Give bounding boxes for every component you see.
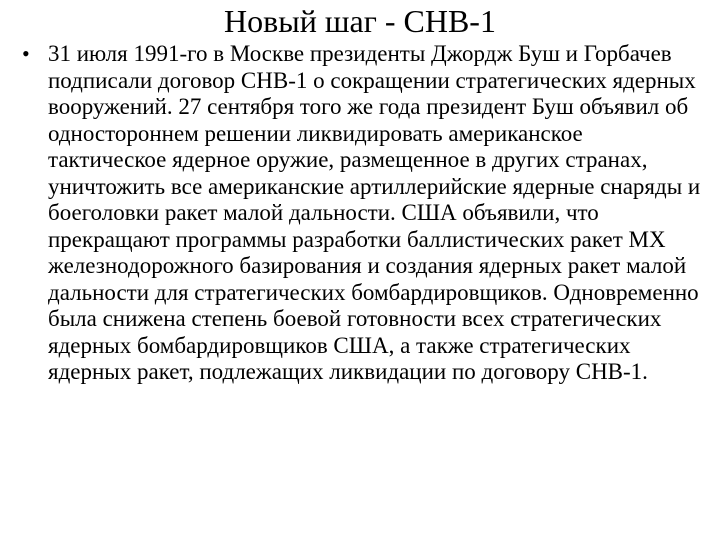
bullet-text: 31 июля 1991-го в Москве президенты Джордж Буш и Горбачев подписали договор СНВ-1 о сокращении стратегических ядерных вооружений. 27 сентября того же года президент Буш объявил об одностороннем решении ликвидировать американское тактическое ядерное оружие, размещенное в других странах, уничтожить все американские артиллерийские ядерные снаряды и боеголовки ракет малой дальности. США объявили, что прекращают программы разработки баллистических ракет МХ железнодорожного базирования и создания ядерных ракет малой дальности для стратегических бомбардировщиков. Одновременно была снижена степень боевой готовности всех стратегических ядерных бомбардировщиков США, а также стратегических ядерных ракет, подлежащих ликвидации по договору СНВ-1. bbox=[48, 41, 701, 384]
slide-title: Новый шаг - СНВ-1 bbox=[224, 3, 496, 39]
bullet-item bbox=[22, 41, 702, 386]
bullet-list bbox=[22, 41, 702, 386]
bullet-marker: • bbox=[22, 41, 30, 66]
